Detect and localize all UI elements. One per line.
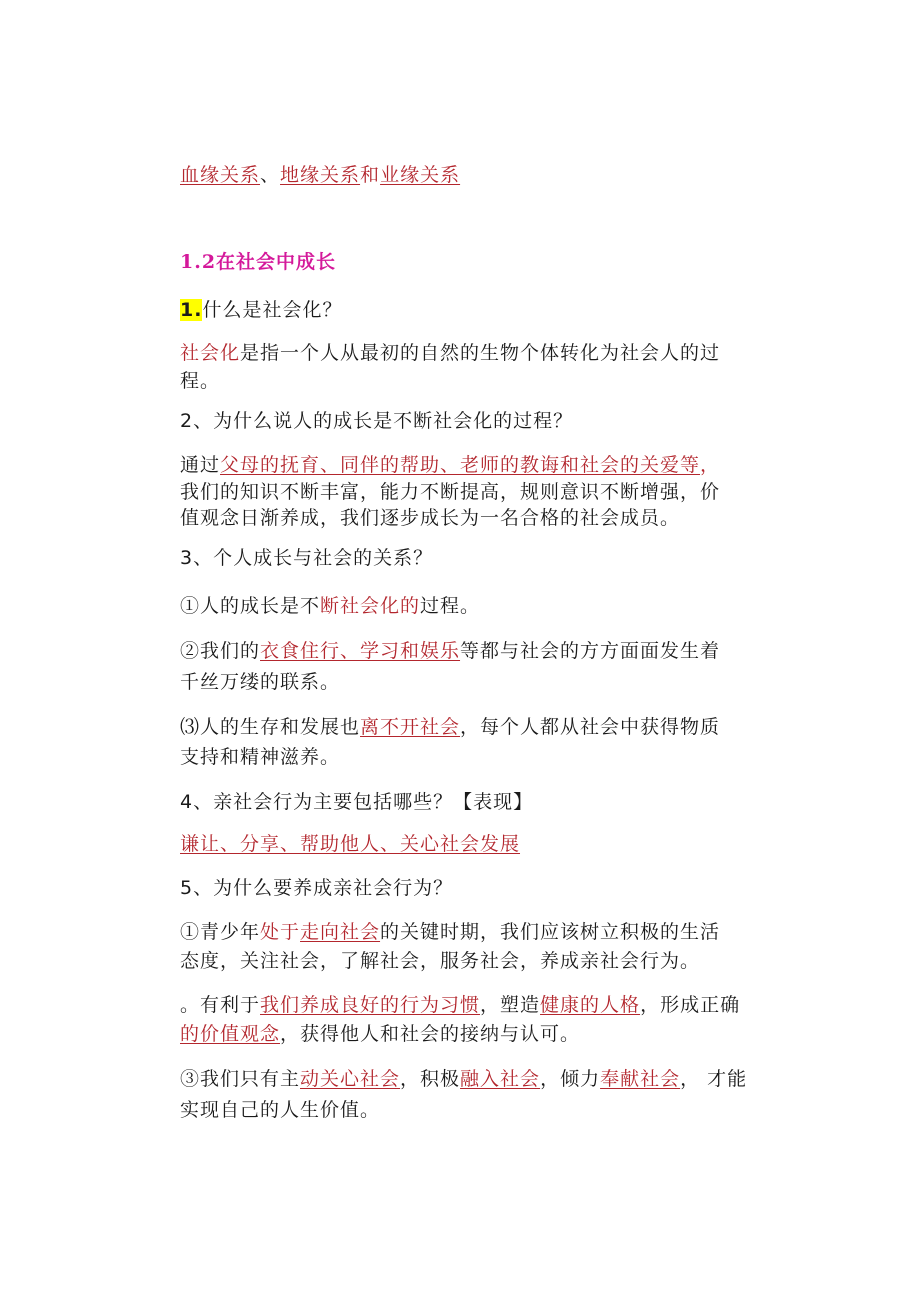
answer-5-item-2-line-2: 的价值观念，获得他人和社会的接纳与认可。 [180, 1023, 581, 1045]
answer-2-line-3: 值观念日渐养成，我们逐步成长为一名合格的社会成员。 [180, 507, 681, 529]
answer-5-item-1-line-1: ①青少年处于走向社会的关键时期，我们应该树立积极的生活 [180, 921, 721, 943]
question-number-highlight: 1. [180, 299, 203, 321]
answer-3-item-1: ①人的成长是不断社会化的过程。 [180, 595, 481, 617]
answer-3-item-3-line-2: 支持和精神滋养。 [180, 746, 341, 768]
answer-3-item-2-line-1: ②我们的衣食住行、学习和娱乐等都与社会的方方面面发生着 [180, 640, 721, 662]
answer-2-line-2: 我们的知识不断丰富，能力不断提高，规则意识不断增强，价 [180, 481, 721, 503]
answer-5-item-1-line-2: 态度，关注社会，了解社会，服务社会，养成亲社会行为。 [180, 950, 701, 972]
blood-relation: 血缘关系 [180, 164, 261, 186]
work-relation: 业缘关系 [380, 164, 461, 186]
answer-5-item-3-line-1: ③我们只有主动关心社会，积极融入社会，倾力奉献社会， 才能 [180, 1068, 748, 1090]
answer-5-item-3-line-2: 实现自己的人生价值。 [180, 1099, 381, 1121]
kinship-line: 血缘关系、地缘关系和业缘关系 [180, 164, 461, 186]
answer-2-line-1: 通过父母的抚育、同伴的帮助、老师的教诲和社会的关爱等， [180, 454, 721, 476]
answer-4: 谦让、分享、帮助他人、关心社会发展 [180, 833, 521, 855]
answer-3-item-3-line-1: ⑶人的生存和发展也离不开社会，每个人都从社会中获得物质 [180, 716, 721, 738]
question-5: 5、为什么要养成亲社会行为？ [180, 877, 454, 899]
question-4: 4、亲社会行为主要包括哪些？【表现】 [180, 791, 534, 813]
question-2: 2、为什么说人的成长是不断社会化的过程？ [180, 410, 574, 432]
section-title: 1.2在社会中成长 [180, 251, 337, 273]
answer-5-item-2-line-1: 。有利于我们养成良好的行为习惯，塑造健康的人格，形成正确 [180, 994, 741, 1016]
answer-3-item-2-line-2: 千丝万缕的联系。 [180, 671, 341, 693]
question-3: 3、个人成长与社会的关系？ [180, 547, 434, 569]
answer-1-line-1: 社会化是指一个人从最初的自然的生物个体转化为社会人的过 [180, 342, 721, 364]
geo-relation: 地缘关系 [280, 164, 361, 186]
answer-1-line-2: 程。 [180, 370, 221, 392]
question-1: 1.什么是社会化？ [180, 299, 343, 321]
